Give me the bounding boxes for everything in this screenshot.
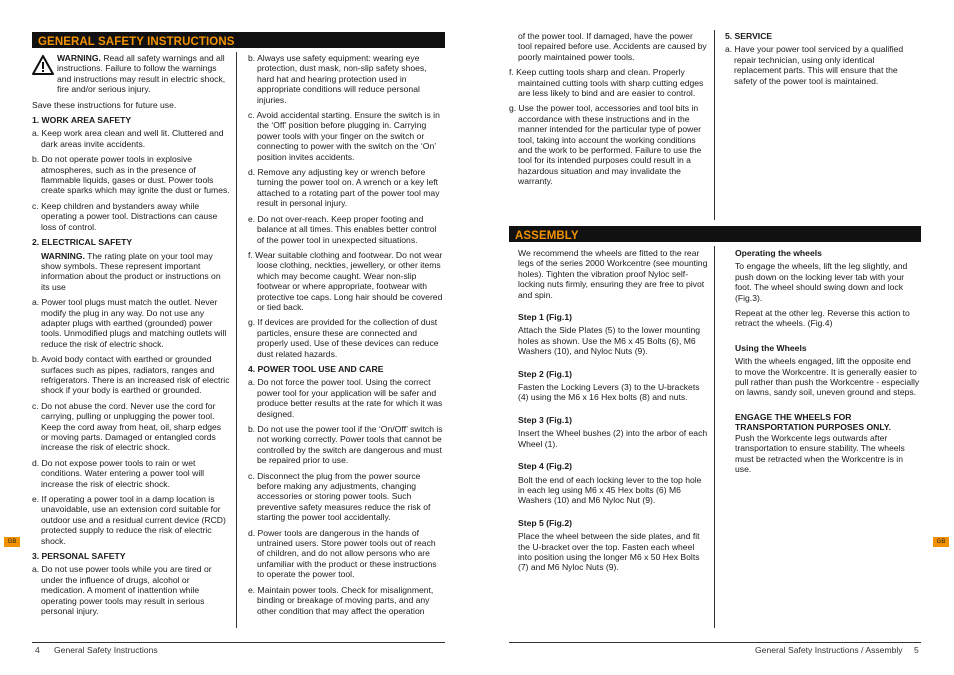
section-1-title: 1. WORK AREA SAFETY <box>32 115 132 126</box>
assembly-intro: We recommend the wheels are fitted to the rear legs of the series 2000 Workcentre (see mounting holes). Tighten the vibration proof Nyloc self-locking nuts firmly, ensuring they are free to pivot and spin. <box>518 248 708 300</box>
language-tab-right: GB <box>933 537 949 547</box>
s4-item-a: a. Do not force the power tool. Using the correct power tool for your application will be safer and produce better results at the rate for which it was designed. <box>248 377 443 419</box>
general-safety-header <box>32 32 445 48</box>
wheels-column <box>735 248 920 479</box>
s4-item-f: f. Keep cutting tools sharp and clean. Properly maintained cutting tools with sharp cutting edges are less likely to bind and are easier to control. <box>509 67 704 99</box>
s4-item-g: g. Use the power tool, accessories and tool bits in accordance with these instructions and in the manner intended for the particular type of power tool, taking into account the working conditions and the work to be performed. Failure to use the tool for its intended purposes could result in a hazardous situation and may invalidate the warranty. <box>509 103 702 187</box>
left-footer-rule <box>32 642 445 643</box>
operating-wheels-p2: Repeat at the other leg. Reverse this action to retract the wheels. (Fig.4) <box>735 308 910 329</box>
section-2-title: 2. ELECTRICAL SAFETY <box>32 237 133 248</box>
step-3-title: Step 3 (Fig.1) <box>518 414 572 425</box>
step-5-title: Step 5 (Fig.2) <box>518 517 572 528</box>
s2-item-e: e. If operating a power tool in a damp location is unavoidable, use an extension cord suitable for outdoor use and a residual current device (RCD) protected supply to reduce the risk of electric shock. <box>32 494 226 546</box>
right-footer-title: General Safety Instructions / Assembly <box>755 645 903 655</box>
s5-item-a: a. Have your power tool serviced by a qualified repair technician, using only identical replacement parts. This will ensure that the safety of the power tool is maintained. <box>725 44 904 86</box>
s3-item-g: g. If devices are provided for the collection of dust particles, ensure these are connected and properly used. Use of these devices can reduce dust related hazards. <box>248 317 439 359</box>
s4-item-c: c. Disconnect the plug from the power source before making any adjustments, changing accessories or storing power tools. Such preventive safety measures reduce the risk of starting the power tool accidentally. <box>248 470 431 523</box>
section-3-title: 3. PERSONAL SAFETY <box>32 551 126 562</box>
step-4-text: Bolt the end of each locking lever to the top hole in each leg using M6 x 45 Hex bolts (6) M6 Washers (10) and M6 Nyloc Nut (9). <box>518 474 702 506</box>
s4-item-b: b. Do not use the power tool if the ‘On/Off’ switch is not working correctly. Power tools that cannot be controlled by the switch are dangerous and must be repaired prior to use. <box>248 424 443 466</box>
left-column <box>32 53 231 622</box>
engage-wheels-text: Push the Workcente legs outwards after transportation to ensure stability. The wheels must be retracted when the Workcentre is in use. <box>735 432 905 474</box>
s2-warning <box>32 251 231 293</box>
right-top-divider <box>714 30 715 220</box>
s2-item-a: a. Power tool plugs must match the outlet. Never modify the plug in any way. Do not use any adapter plugs with earthed (grounded) power tools. Unmodified plugs and matching outlets will reduce the risk of electric shock. <box>32 297 227 349</box>
s1-item-c: c. Keep children and bystanders away while operating a power tool. Distractions can cause loss of control. <box>32 200 218 232</box>
section-4-title: 4. POWER TOOL USE AND CARE <box>248 363 384 374</box>
engage-wheels-title: ENGAGE THE WHEELS FOR TRANSPORTATION PURPOSES ONLY. <box>735 411 891 433</box>
s3-item-a: a. Do not use power tools while you are tired or under the influence of drugs, alcohol or medication. A moment of inattention while operating power tools may result in serious personal injury. <box>32 564 212 617</box>
s2-item-d: d. Do not expose power tools to rain or wet conditions. Water entering a power tool will increase the risk of electric shock. <box>32 457 205 489</box>
right-page-number: 5 <box>914 645 919 655</box>
right-footer-rule <box>509 642 921 643</box>
s1-item-a: a. Keep work area clean and well lit. Cluttered and dark areas invite accidents. <box>32 128 224 149</box>
s4-item-e: e. Maintain power tools. Check for misalignment, binding or breakage of moving parts, and any other condition that may affect the operation <box>248 584 434 616</box>
step-1-title: Step 1 (Fig.1) <box>518 312 572 323</box>
s2-item-b: b. Avoid body contact with earthed or grounded surfaces such as pipes, radiators, ranges and refrigerators. There is an increased risk of electric shock if your body is earthed or grounded. <box>32 354 230 396</box>
warning-label: WARNING. <box>57 53 101 63</box>
operating-wheels-title: Operating the wheels <box>735 248 822 258</box>
save-instructions: Save these instructions for future use. <box>32 99 177 110</box>
s2-warning-text: The rating plate on your tool may show symbols. These represent important information about the product or instructions on its use <box>41 250 221 292</box>
section-5-title: 5. SERVICE <box>725 31 773 41</box>
s3-item-e: e. Do not over-reach. Keep proper footing and balance at all times. This enables better control of the power tool in unexpected situations. <box>248 213 437 245</box>
assembly-header <box>509 226 921 242</box>
step-3-text: Insert the Wheel bushes (2) into the arbor of each Wheel (1). <box>518 428 708 449</box>
service-column <box>725 31 920 91</box>
s2-item-c: c. Do not abuse the cord. Never use the cord for carrying, pulling or unplugging the power tool. Keep the cord away from heat, oil, sharp edges or moving parts. Damaged or entangled cords increase the risk of electric shock. <box>32 400 222 453</box>
s1-item-b: b. Do not operate power tools in explosive atmospheres, such as in the presence of flammable liquids, gases or dust. Power tools create sparks which may ignite the dust or fumes. <box>32 154 230 196</box>
warning-block <box>32 53 231 95</box>
assembly-title: ASSEMBLY <box>515 230 579 242</box>
s4-item-d: d. Power tools are dangerous in the hands of untrained users. Store power tools out of reach of children, and do not allow persons who are unfamiliar with the product or these instructions to operate the power tool. <box>248 527 437 580</box>
assembly-column <box>518 248 708 578</box>
s3-item-c: c. Avoid accidental starting. Ensure the switch is in the ‘Off’ position before plugging in. Carrying power tools with your finger on the switch or connecting to power with the switch on the ‘On’ position invites accidents. <box>248 110 440 162</box>
using-wheels-title: Using the Wheels <box>735 342 807 353</box>
right-top-column <box>509 31 708 192</box>
step-1-text: Attach the Side Plates (5) to the lower mounting holes as shown. Use the M6 x 45 Bolts (6), M6 Washers (10), and Nyloc Nuts (9). <box>518 325 701 357</box>
step-2-title: Step 2 (Fig.1) <box>518 368 572 379</box>
operating-wheels-p1: To engage the wheels, lift the leg slightly, and push down on the locking lever tab with your foot. The wheel should swing down and lock (Fig.3). <box>735 261 908 303</box>
left-page-number: 4 <box>35 645 40 655</box>
using-wheels-text: With the wheels engaged, lift the opposite end to move the Workcentre. It is generally easier to pull rather than push the Workcentre - especially on lawns, sandy soil, uneven ground and steps. <box>735 356 920 398</box>
assembly-divider <box>714 246 715 628</box>
s4-item-e-continued: of the power tool. If damaged, have the power tool repaired before use. Accidents are caused by poorly maintained power tools. <box>518 31 707 62</box>
step-4-title: Step 4 (Fig.2) <box>518 461 572 472</box>
warning-triangle-icon <box>32 55 54 75</box>
s3-item-b: b. Always use safety equipment: wearing eye protection, dust mask, non-slip safety shoes, hard hat and hearing protection used in appropriate conditions will reduce personal injuries. <box>248 53 427 105</box>
warning-text: Read all safety warnings and all instructions. Failure to follow the warnings and instructions may result in electric shock, fire and/or serious injury. <box>57 53 226 95</box>
left-footer-title: General Safety Instructions <box>54 645 158 655</box>
general-safety-title: GENERAL SAFETY INSTRUCTIONS <box>38 36 235 48</box>
language-tab-left: GB <box>4 537 20 547</box>
middle-column <box>248 53 444 621</box>
left-column-divider <box>236 52 237 628</box>
step-2-text: Fasten the Locking Levers (3) to the U-brackets (4) using the M6 x 16 Hex bolts (8) and nuts. <box>518 382 700 403</box>
s3-item-d: d. Remove any adjusting key or wrench before turning the power tool on. A wrench or a key left attached to a rotating part of the power tool may result in personal injury. <box>248 167 440 209</box>
step-5-text: Place the wheel between the side plates, and fit the U-bracket over the top. Fasten each wheel into position using the longer M6 x 50 Hex Bolts (7) and M6 Nyloc Nuts (9). <box>518 531 700 573</box>
s3-item-f: f. Wear suitable clothing and footwear. Do not wear loose clothing, neckties, jewellery, or other items which may become caught. Wear non-slip footwear or where appropriate, footwear with protective toe caps. Long hair should be covered or tied back. <box>248 249 443 312</box>
s2-warning-label: WARNING. <box>41 250 85 261</box>
